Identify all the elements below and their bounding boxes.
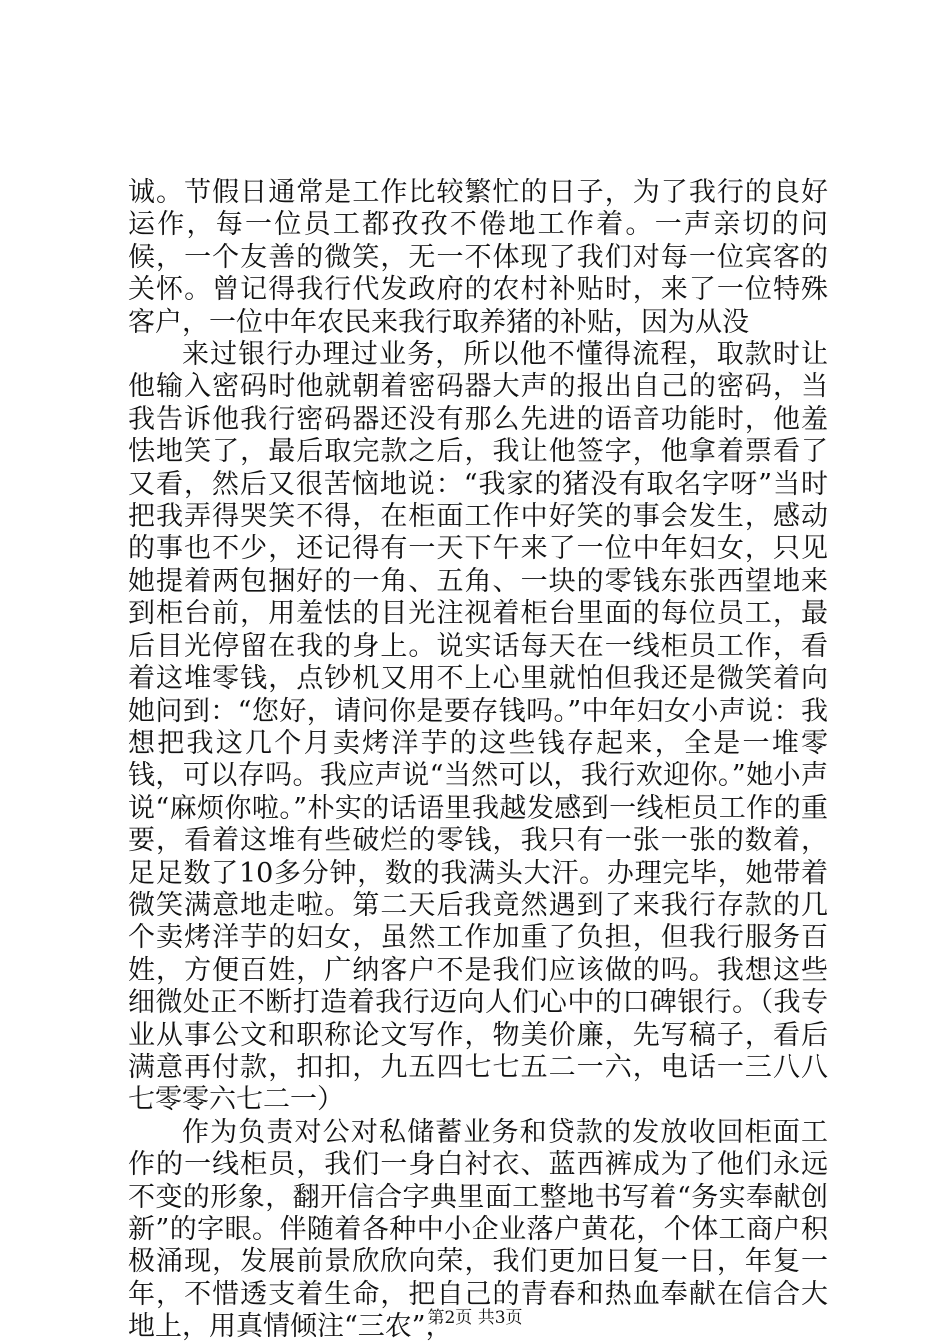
paragraph-teller-duty: 作为负责对公对私储蓄业务和贷款的发放收回柜面工作的一线柜员，我们一身白衬衣、蓝西裤成为了他们永远不变的形象，翻开信合字典里面工整地书写着“务实奉献创新”的字眼。伴随着各种中小企业落户黄花，个体工商户积极涌现，发展前景欣欣向荣，我们更加日复一日，年复一年，不惜透支着生命，把自己的青春和热血奉献在信合大地上，用真情倾注“三农”， <box>128 1116 828 1343</box>
paragraph-continued: 诚。节假日通常是工作比较繁忙的日子，为了我行的良好运作，每一位员工都孜孜不倦地工作着。一声亲切的问候，一个友善的微笑，无一不体现了我们对每一位宾客的关怀。曾记得我行代发政府的农村补贴时，来了一位特殊客户，一位中年农民来我行取养猪的补贴，因为从没 <box>128 177 828 338</box>
page-footer <box>0 1303 950 1328</box>
paragraph-bank-stories: 来过银行办理过业务，所以他不懂得流程，取款时让他输入密码时他就朝着密码器大声的报出自己的密码，当我告诉他我行密码器还没有那么先进的语音功能时，他羞怯地笑了，最后取完款之后，我让他签字，他拿着票看了又看，然后又很苦恼地说：“我家的猪没有取名字呀”当时把我弄得哭笑不得，在柜面工作中好笑的事会发生，感动的事也不少，还记得有一天下午来了一位中年妇女，只见她提着两包捆好的一角、五角、一块的零钱东张西望地来到柜台前，用羞怯的目光注视着柜台里面的每位员工，最后目光停留在我的身上。说实话每天在一线柜员工作，看着这堆零钱，点钞机又用不上心里就怕但我还是微笑着向她问到：“您好，请问你是要存钱吗。”中年妇女小声说：我想把我这几个月卖烤洋芋的这些钱存起来，全是一堆零钱，可以存吗。我应声说“当然可以，我行欢迎你。”她小声说“麻烦你啦。”朴实的话语里我越发感到一线柜员工作的重要，看着这堆有些破烂的零钱，我只有一张一张的数着，足足数了10多分钟，数的我满头大汗。办理完毕，她带着微笑满意地走啦。第二天后我竟然遇到了来我行存款的几个卖烤洋芋的妇女，虽然工作加重了负担，但我行服务百姓，方便百姓，广纳客户不是我们应该做的吗。我想这些细微处正不断打造着我行迈向人们心中的口碑银行。（我专业从事公文和职称论文写作，物美价廉，先写稿子，看后满意再付款，扣扣，九五四七七五二一六，电话一三八八七零零六七二一） <box>128 339 828 1116</box>
page-number: 第2页 共3页 <box>427 1308 523 1328</box>
document-body <box>128 177 828 1344</box>
